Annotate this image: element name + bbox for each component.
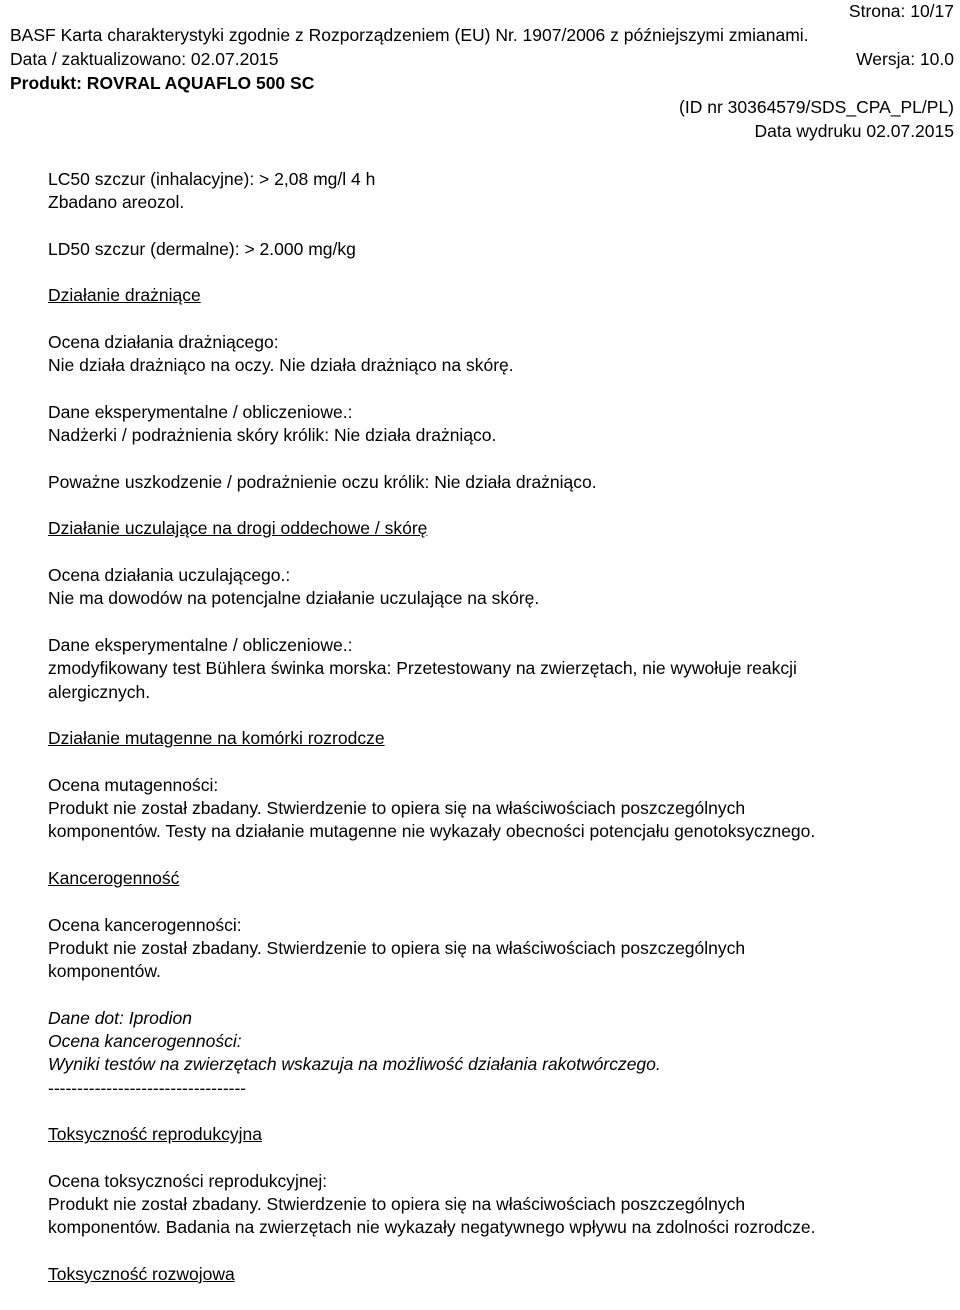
lc50-text: LC50 szczur (inhalacyjne): > 2,08 mg/l 4 h [48,169,376,189]
reproductive-heading: Toksyczność reprodukcyjna [48,1124,262,1145]
sensitization-heading: Działanie uczulające na drogi oddechowe / skórę [48,518,428,539]
separator-line: ---------------------------------- [48,1077,247,1098]
reproductive-line2: komponentów. Badania na zwierzętach nie wykazały negatywnego wpływu na zdolności rozrodcze. [48,1217,816,1238]
carcinogenicity-assessment-label: Ocena kancerogenności: [48,914,242,935]
document-title: BASF Karta charakterystyki zgodnie z Rozporządzeniem (EU) Nr. 1907/2006 z późniejszymi zmianami. [10,25,809,45]
reproductive-line1: Produkt nie został zbadany. Stwierdzenie to opiera się na właściwościach poszczególnych [48,1194,746,1215]
page-number: Strona: 10/17 [848,1,954,21]
carcinogenicity-line2: komponentów. [48,961,161,982]
irritation-heading: Działanie drażniące [48,285,201,306]
sensitization-test-line2: alergicznych. [48,681,151,702]
irritation-assessment-text: Nie działa drażniąco na oczy. Nie działa drażniąco na skórę. [48,355,514,376]
version: Wersja: 10.0 [856,49,954,69]
irritation-skin: Nadżerki / podrażnienia skóry królik: Nie działa drażniąco. [48,425,497,446]
sensitization-assessment-text: Nie ma dowodów na potencjalne działanie uczulające na skórę. [48,588,540,609]
irritation-assessment-label: Ocena działania drażniącego: [48,332,279,353]
sensitization-test-line1: zmodyfikowany test Bühlera świnka morska: Przetestowany na zwierzętach, nie wywołuje reakcji [48,658,797,679]
carcinogenicity-result: Wyniki testów na zwierzętach wskazuja na możliwość działania rakotwórczego. [48,1054,661,1075]
developmental-heading: Toksyczność rozwojowa [48,1263,235,1284]
carcinogenicity-line1: Produkt nie został zbadany. Stwierdzenie to opiera się na właściwościach poszczególnych [48,937,746,958]
print-date: Data wydruku 02.07.2015 [754,121,954,141]
aerosol-note: Zbadano areozol. [48,192,185,213]
carcinogenicity-data-on: Dane dot: Iprodion [48,1007,192,1028]
mutagenicity-assessment-label: Ocena mutagenności: [48,774,219,795]
carcinogenicity-heading: Kancerogenność [48,867,180,888]
carcinogenicity-assessment-label-2: Ocena kancerogenności: [48,1030,242,1051]
irritation-eye: Poważne uszkodzenie / podrażnienie oczu królik: Nie działa drażniąco. [48,471,597,492]
mutagenicity-line1: Produkt nie został zbadany. Stwierdzenie to opiera się na właściwościach poszczególnych [48,798,746,819]
document-body [48,168,948,1286]
irritation-exp-label: Dane eksperymentalne / obliczeniowe.: [48,401,353,422]
sensitization-exp-label: Dane eksperymentalne / obliczeniowe.: [48,634,353,655]
product-name: Produkt: ROVRAL AQUAFLO 500 SC [10,73,315,93]
date-updated: Data / zaktualizowano: 02.07.2015 [10,49,279,69]
ld50-text: LD50 szczur (dermalne): > 2.000 mg/kg [48,238,356,259]
reproductive-assessment-label: Ocena toksyczności reprodukcyjnej: [48,1170,328,1191]
mutagenicity-line2: komponentów. Testy na działanie mutagenne nie wykazały obecności potencjału genotoksycznego. [48,821,816,842]
document-id: (ID nr 30364579/SDS_CPA_PL/PL) [679,97,954,117]
sensitization-assessment-label: Ocena działania uczulającego.: [48,565,291,586]
mutagenicity-heading: Działanie mutagenne na komórki rozrodcze [48,728,385,749]
document-header [0,0,960,150]
